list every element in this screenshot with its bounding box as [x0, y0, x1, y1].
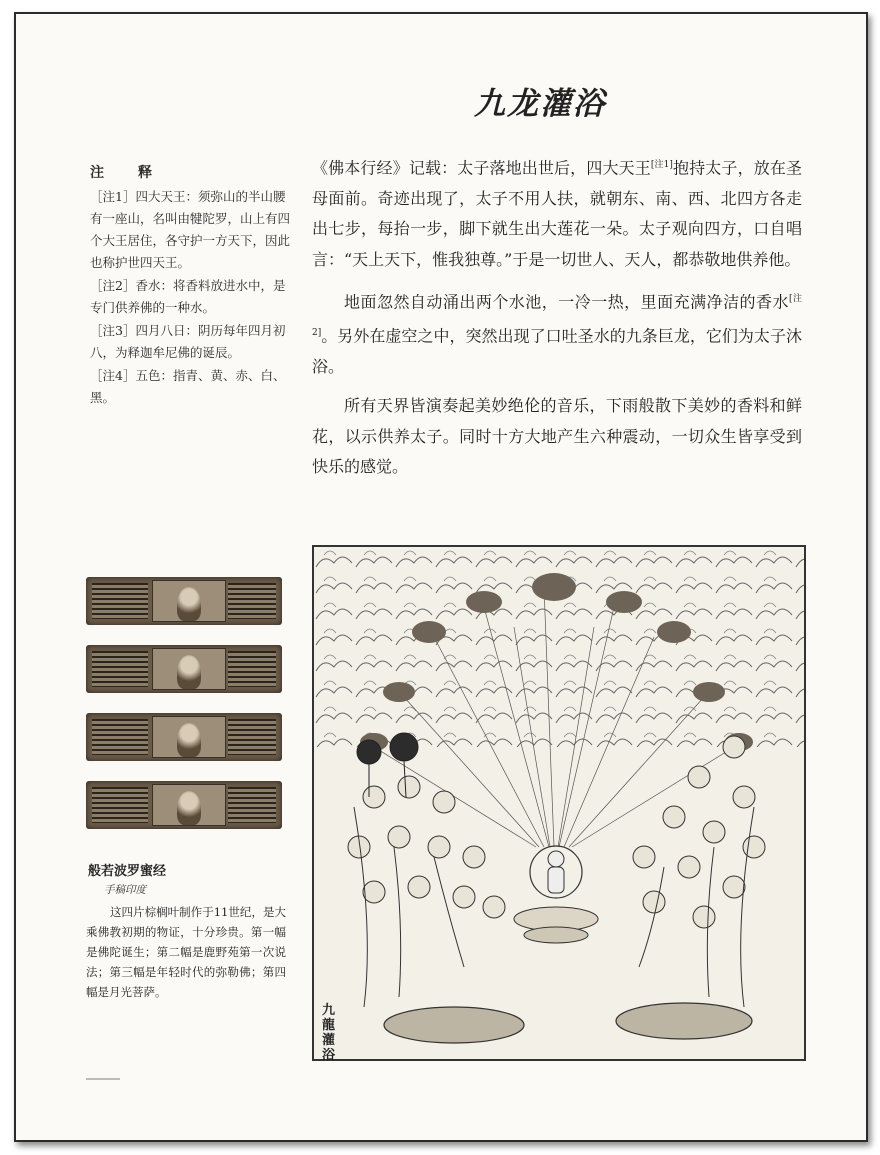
note-item-2: ［注2］香水：将香料放进水中，是专门供养佛的一种水。 — [90, 278, 286, 315]
note-item-1: ［注1］四大天王：须弥山的半山腰有一座山，名叫由犍陀罗，山上有四个大王居住，各守护一方天下，因此也称护世四天王。 — [90, 189, 291, 270]
notes-column — [90, 162, 295, 410]
manuscript-description-text: 这四片棕榈叶制作于11世纪，是大乘佛教初期的物证，十分珍贵。第一幅是佛陀诞生；第二幅是鹿野苑第一次说法；第三幅是年轻时代的弥勒佛；第四幅是月光菩萨。 — [86, 905, 286, 999]
nine-dragons-illustration — [312, 545, 806, 1061]
palm-leaf-manuscripts — [86, 577, 282, 849]
paragraph-1-a: 《佛本行经》记载：太子落地出世后，四大天王 — [312, 158, 651, 178]
paragraph-1-b: 抱持太子，放在圣母面前。奇迹出现了，太子不用人扶，就朝东、南、西、北四方各走出七步，每抬一步，脚下就生出大莲花一朵。太子观向四方，口自唱言：“天上天下，惟我独尊。”于是一切世人、天人，都恭敬地供养他。 — [312, 158, 802, 269]
page-title: 九龙灌浴 — [474, 86, 606, 122]
main-text — [312, 150, 802, 492]
woodblock-print-image — [314, 547, 804, 1059]
page-mark — [86, 1078, 120, 1080]
manuscript-subtitle: 手稿印度 — [104, 884, 146, 896]
paragraph-2-b: 。另外在虚空之中，突然出现了口吐圣水的九条巨龙，它们为太子沐浴。 — [312, 326, 802, 376]
note-item-3: ［注3］四月八日：阴历每年四月初八，为释迦牟尼佛的诞辰。 — [90, 323, 286, 360]
paragraph-2-a: 地面忽然自动涌出两个水池，一冷一热，里面充满净洁的香水 — [344, 292, 789, 312]
notes-heading: 注 释 — [90, 165, 162, 181]
leaf-illustration — [152, 648, 226, 690]
paragraph-2 — [312, 284, 802, 382]
note-item-4: ［注4］五色：指青、黄、赤、白、黑。 — [90, 368, 286, 405]
palm-leaf-2 — [86, 645, 282, 693]
leaf-illustration — [152, 580, 226, 622]
note-ref-1: [注1] — [650, 160, 673, 170]
leaf-illustration — [152, 716, 226, 758]
palm-leaf-1 — [86, 577, 282, 625]
paragraph-1 — [312, 150, 802, 275]
leaf-illustration — [152, 784, 226, 826]
manuscript-description — [86, 902, 286, 1002]
illustration-caption: 九龍灌浴 — [322, 1003, 336, 1063]
paragraph-3: 所有天界皆演奏起美妙绝伦的音乐，下雨般散下美妙的香料和鲜花，以示供养太子。同时十方大地产生六种震动，一切众生皆享受到快乐的感觉。 — [312, 396, 802, 477]
palm-leaf-4 — [86, 781, 282, 829]
manuscript-title: 般若波罗蜜经 — [88, 864, 167, 879]
note-ref-2: [注2] — [312, 294, 802, 339]
palm-leaf-3 — [86, 713, 282, 761]
